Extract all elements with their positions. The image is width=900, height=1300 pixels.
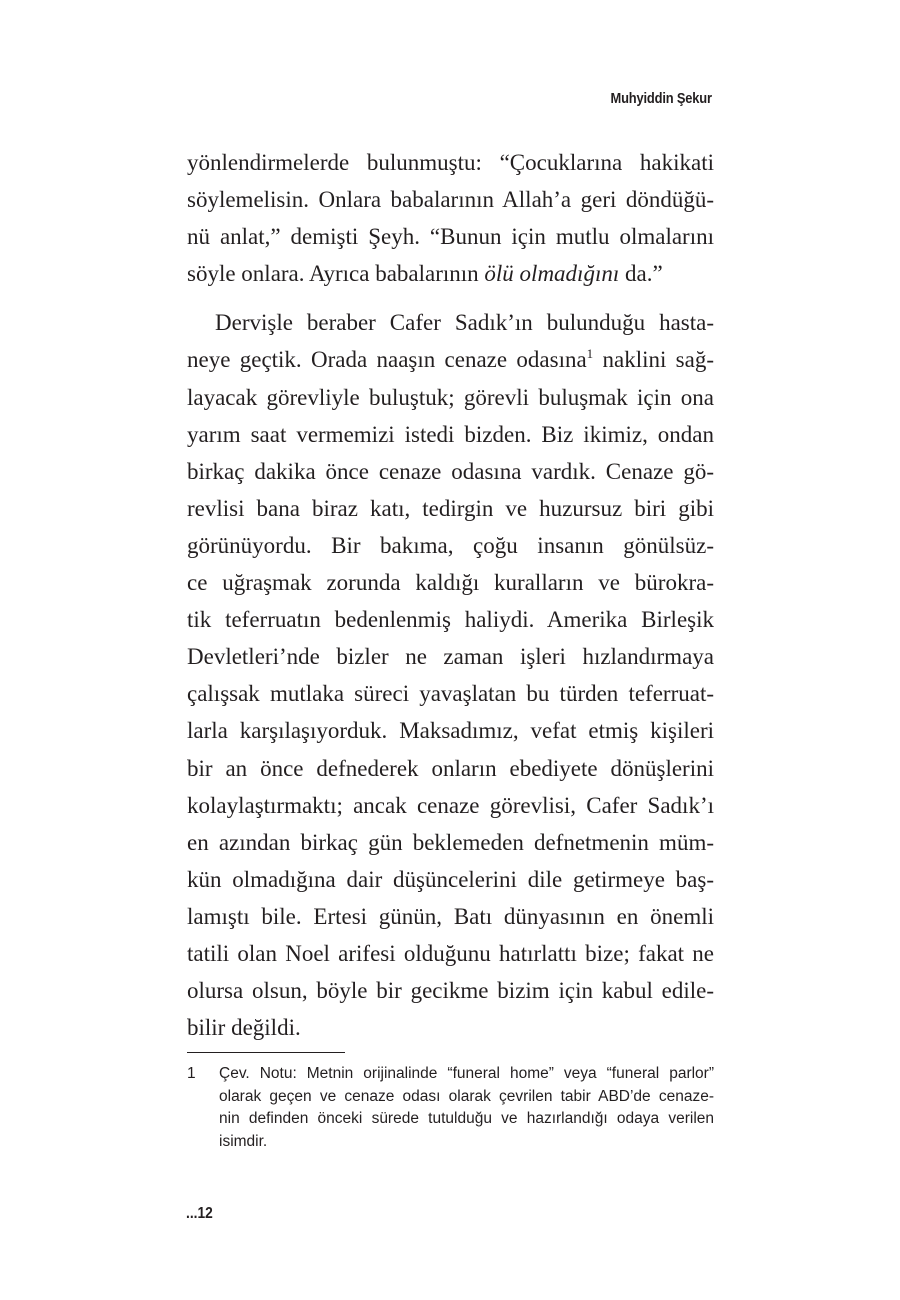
body-text-run: neye geçtik. Orada naaşın cenaze odasına <box>187 347 587 373</box>
body-text-run: söyle onlara. Ayrıca babalarının <box>187 261 485 287</box>
page-number: ...12 <box>186 1205 213 1222</box>
body-line <box>187 255 714 292</box>
body-line: ce uğraşmak zorunda kaldığı kuralların ve bürokra- <box>187 570 714 596</box>
body-line: yarım saat vermemizi istedi bizden. Biz ikimiz, ondan <box>187 421 714 447</box>
body-text-run: da.” <box>619 261 663 287</box>
body-line <box>187 341 714 378</box>
body-text-run: naklini sağ- <box>593 347 714 373</box>
body-line: çalışsak mutlaka süreci yavaşlatan bu türden teferruat- <box>187 681 714 707</box>
body-line: görünüyordu. Bir bakıma, çoğu insanın gönülsüz- <box>187 532 714 558</box>
body-line: kün olmadığına dair düşüncelerini dile getirmeye baş- <box>187 866 714 892</box>
paragraph-gap <box>187 292 714 304</box>
footnote-rule <box>187 1052 345 1053</box>
footnote-line: Çev. Notu: Metnin orijinalinde “funeral home” veya “funeral parlor” <box>219 1065 714 1082</box>
footnote-line: isimdir. <box>219 1132 268 1150</box>
body-line: birkaç dakika önce cenaze odasına vardık. Cenaze gö- <box>187 458 714 484</box>
body-line: larla karşılaşıyorduk. Maksadımız, vefat etmiş kişileri <box>187 718 714 744</box>
body-line: söylemelisin. Onlara babalarının Allah’a geri döndüğü- <box>187 187 714 213</box>
body-line: Dervişle beraber Cafer Sadık’ın bulunduğu hasta- <box>215 310 714 336</box>
footnote-line: olarak geçen ve cenaze odası olarak çevrilen tabir ABD’de cenaze- <box>219 1087 714 1105</box>
body-line: bir an önce defnederek onların ebediyete dönüşlerini <box>187 755 714 781</box>
body-line: layacak görevliyle buluştuk; görevli buluşmak için ona <box>187 384 714 410</box>
footnote-text <box>219 1063 714 1153</box>
footnote <box>187 1063 714 1153</box>
body-line: lamıştı bile. Ertesi günün, Batı dünyasının en önemli <box>187 903 714 929</box>
body-line: nü anlat,” demişti Şeyh. “Bunun için mutlu olmalarını <box>187 224 714 250</box>
body-line: tik teferruatın bedenlenmiş haliydi. Amerika Birleşik <box>187 607 714 633</box>
footnote-number: 1 <box>187 1065 196 1082</box>
body-line: Devletleri’nde bizler ne zaman işleri hızlandırmaya <box>187 644 714 670</box>
italic-emphasis: ölü olmadığını <box>484 261 620 287</box>
running-head-author: Muhyiddin Şekur <box>610 90 712 107</box>
body-line: tatili olan Noel arifesi olduğunu hatırlattı bize; fakat ne <box>187 940 714 966</box>
body-line: kolaylaştırmaktı; ancak cenaze görevlisi, Cafer Sadık’ı <box>187 792 714 818</box>
body-line: yönlendirmelerde bulunmuştu: “Çocuklarına hakikati <box>187 150 714 175</box>
footnote-line: nin definden önceki sürede tutulduğu ve hazırlandığı odaya verilen <box>219 1110 714 1127</box>
body-text <box>187 144 714 1046</box>
body-line: en azından birkaç gün beklemeden defnetmenin müm- <box>187 829 714 855</box>
body-line: bilir değildi. <box>187 1015 301 1041</box>
body-line: olursa olsun, böyle bir gecikme bizim için kabul edile- <box>187 978 714 1004</box>
footnote-reference[interactable]: 1 <box>586 346 594 362</box>
body-line: revlisi bana biraz katı, tedirgin ve huzursuz biri gibi <box>187 495 714 521</box>
